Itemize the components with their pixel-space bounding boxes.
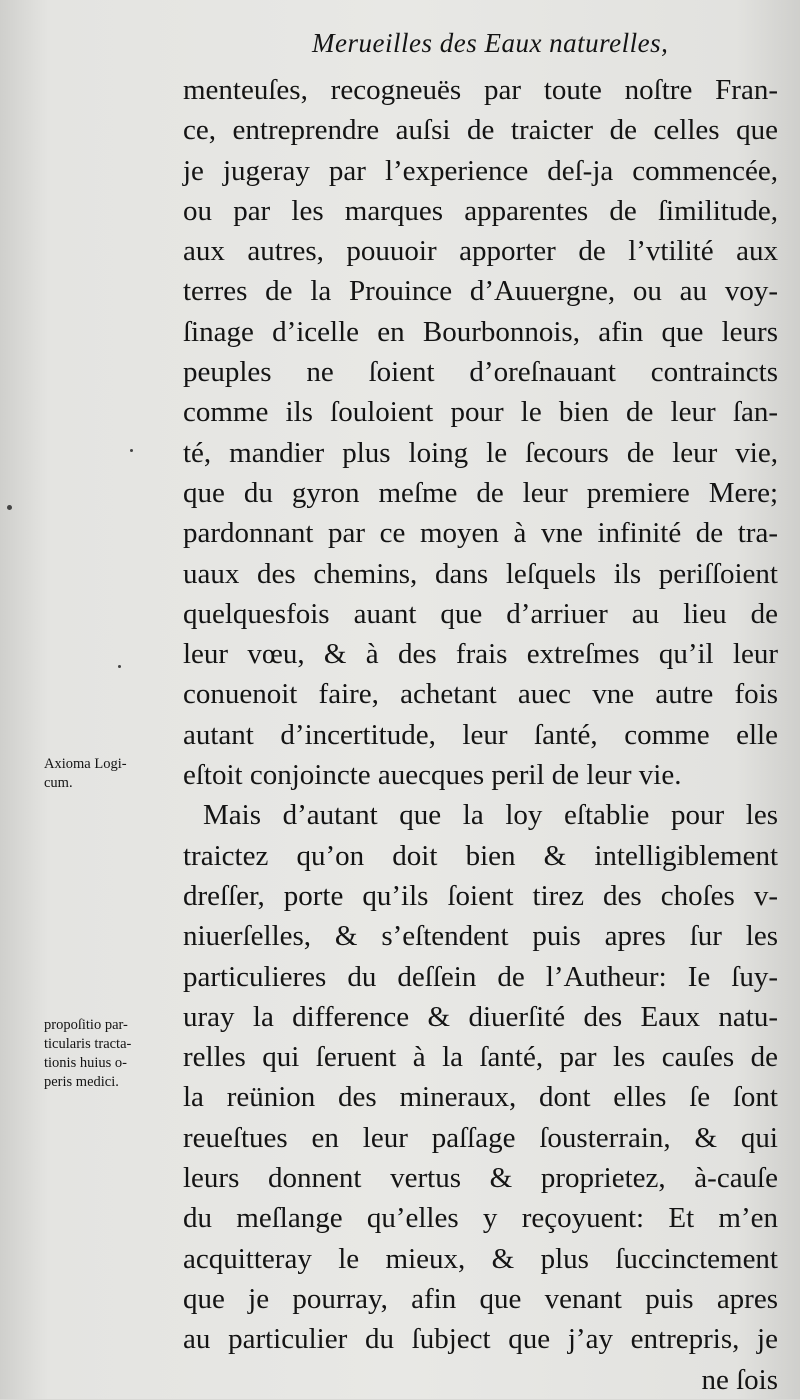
text-line: reueſtues en leur paſſage ſousterrain, & qui	[183, 1121, 778, 1154]
margin-note-line: cum.	[44, 775, 73, 791]
text-line: ſinage d’icelle en Bourbonnois, afin que leurs	[183, 315, 778, 348]
margin-note-line: ticularis tracta-	[44, 1036, 132, 1052]
text-line: relles qui ſeruent à la ſanté, par les cauſes de	[183, 1041, 778, 1074]
margin-note-line: tionis huius o-	[44, 1055, 127, 1071]
text-line: uaux des chemins, dans leſquels ils periſſoient	[183, 557, 778, 590]
text-line: que je pourray, afin que venant puis apres	[183, 1282, 778, 1315]
text-line: autant d’incertitude, leur ſanté, comme elle	[183, 718, 778, 751]
text-line: conuenoit faire, achetant auec vne autre fois	[183, 678, 778, 711]
text-line: ou par les marques apparentes de ſimilitude,	[183, 194, 778, 227]
body-text	[183, 70, 778, 1400]
text-line: quelquesfois auant que d’arriuer au lieu de	[183, 597, 778, 630]
margin-note-line: Axioma Logi-	[44, 756, 127, 772]
text-line: pardonnant par ce moyen à vne infinité de tra-	[183, 517, 778, 550]
text-line: niuerſelles, & s’eſtendent puis apres ſur les	[183, 920, 778, 953]
ink-speck	[7, 505, 12, 510]
text-line: eſtoit conjoincte auecques peril de leur vie.	[183, 759, 682, 792]
text-line: la reünion des mineraux, dont elles ſe ſont	[183, 1081, 778, 1114]
text-line: leur vœu, & à des frais extreſmes qu’il leur	[183, 638, 778, 671]
text-line: menteuſes, recogneuës par toute noſtre Fran-	[183, 74, 778, 106]
text-line: au particulier du ſubject que j’ay entrepris, je	[183, 1323, 778, 1356]
catchword-line: ne ſois	[701, 1363, 778, 1396]
text-line: du meſlange qu’elles y reçoyuent: Et m’en	[183, 1202, 778, 1235]
text-line: terres de la Prouince d’Auuergne, ou au voy-	[183, 275, 778, 308]
text-line: dreſſer, porte qu’ils ſoient tirez des choſes v-	[183, 879, 778, 912]
text-line: acquitteray le mieux, & plus ſuccinctement	[183, 1242, 778, 1275]
text-line: aux autres, pouuoir apporter de l’vtilité aux	[183, 235, 778, 268]
text-line: traictez qu’on doit bien & intelligiblement	[183, 839, 778, 872]
text-line: je jugeray par l’experience deſ-ja commencée,	[183, 154, 778, 187]
margin-note-line: peris medici.	[44, 1074, 119, 1090]
text-line: leurs donnent vertus & proprietez, à-cauſe	[183, 1162, 778, 1195]
text-line: particulieres du deſſein de l’Autheur: Ie ſuy-	[183, 960, 778, 993]
margin-note-axioma	[44, 755, 127, 793]
margin-note-line: propoſitio par-	[44, 1017, 128, 1033]
text-line: que du gyron meſme de leur premiere Mere;	[183, 476, 778, 509]
text-line: té, mandier plus loing le ſecours de leur vie,	[183, 436, 778, 469]
text-line: Mais d’autant que la loy eſtablie pour les	[203, 799, 778, 832]
ink-speck	[118, 665, 121, 668]
text-line: ce, entreprendre auſsi de traicter de celles que	[183, 114, 778, 147]
running-header: Merueilles des Eaux naturelles,	[312, 28, 669, 58]
text-line: uray la difference & diuerſité des Eaux natu-	[183, 1000, 778, 1033]
ink-speck	[130, 449, 133, 452]
text-line: comme ils ſouloient pour le bien de leur ſan-	[183, 396, 778, 429]
margin-note-propositio	[44, 1016, 131, 1092]
text-line: peuples ne ſoient d’oreſnauant contraincts	[183, 356, 778, 389]
